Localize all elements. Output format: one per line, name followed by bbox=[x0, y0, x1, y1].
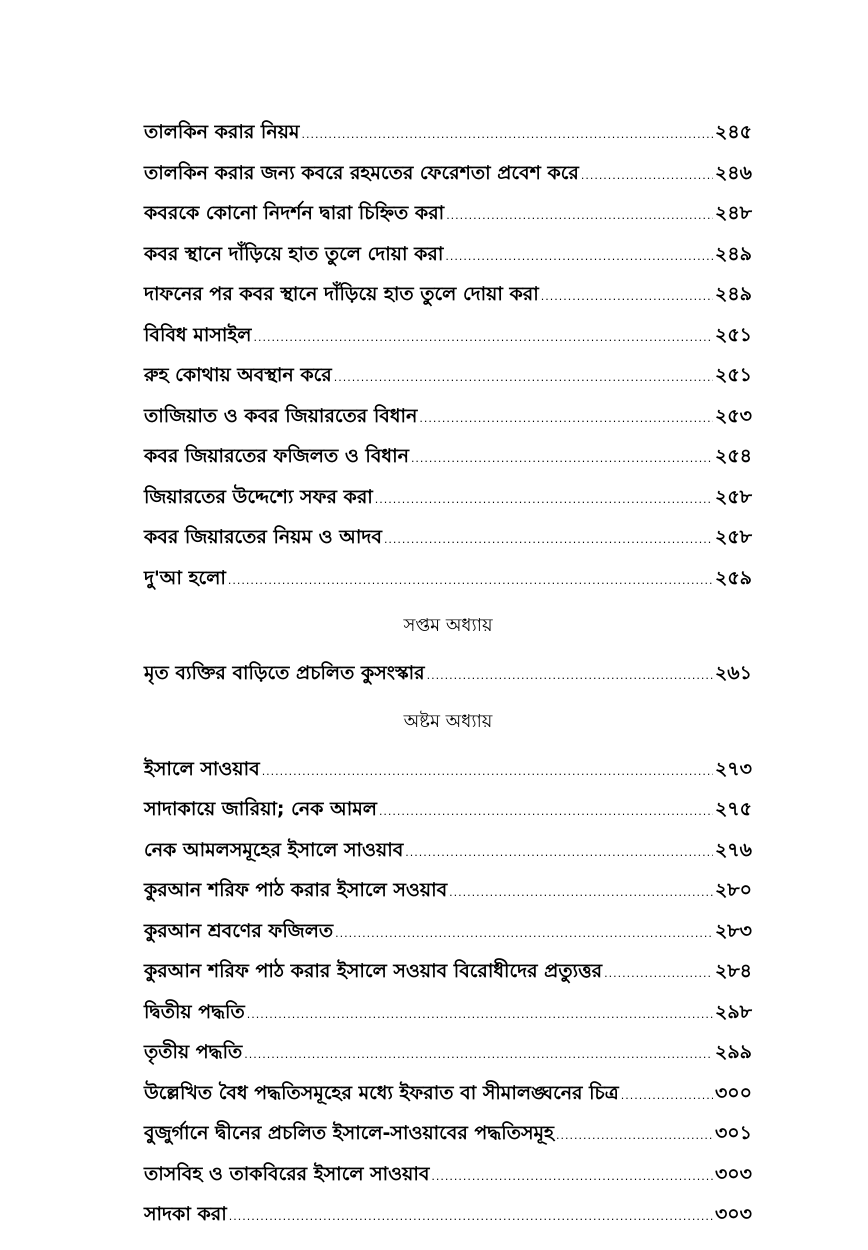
chapter-heading-7: সপ্তম অধ্যায় bbox=[403, 615, 493, 636]
toc-entry-page-number: ২৫১ bbox=[714, 364, 752, 386]
dot-leader bbox=[419, 399, 713, 440]
toc-section-b bbox=[144, 653, 752, 694]
toc-entry-page-number: ২৫১ bbox=[714, 323, 752, 346]
toc-entry-page-number: ২৭৩ bbox=[714, 757, 752, 780]
toc-entry-title: কুরআন শ্রবণের ফজিলত bbox=[144, 919, 334, 942]
toc-entry bbox=[144, 153, 752, 194]
dot-leader bbox=[228, 561, 713, 602]
toc-entry-title: রুহ কোথায় অবস্থান করে bbox=[144, 364, 332, 386]
toc-entry-page-number: ২৫৮ bbox=[714, 526, 752, 548]
dot-leader bbox=[247, 995, 713, 1036]
toc-entry-title: জিয়ারতের উদ্দেশ্যে সফর করা bbox=[144, 485, 373, 508]
toc-entry-page-number: ২৬১ bbox=[714, 662, 752, 684]
toc-entry-page-number: ২৪৮ bbox=[714, 202, 752, 224]
toc-entry-title: কুরআন শরিফ পাঠ করার ইসালে সওয়াব বিরোধীদের প্রত্যুত্তর bbox=[144, 960, 603, 982]
toc-entry-title: মৃত ব্যক্তির বাড়িতে প্রচলিত কুসংস্কার bbox=[144, 662, 425, 684]
toc-entry-title: তাজিয়াত ও কবর জিয়ারতের বিধান bbox=[144, 404, 418, 427]
toc-entry bbox=[144, 234, 752, 275]
dot-leader bbox=[621, 1076, 713, 1117]
toc-entry-title: সাদকা করা bbox=[144, 1203, 227, 1225]
dot-leader bbox=[301, 115, 713, 156]
toc-entry-title: ইসালে সাওয়াব bbox=[144, 757, 260, 780]
toc-entry-page-number: ২৫৯ bbox=[714, 566, 752, 589]
toc-entry-title: তাসবিহ ও তাকবিরের ইসালে সাওয়াব bbox=[144, 1162, 430, 1185]
dot-leader bbox=[335, 914, 713, 955]
toc-entry-page-number: ৩০৩ bbox=[714, 1203, 752, 1225]
toc-entry bbox=[144, 749, 752, 790]
dot-leader bbox=[244, 1035, 713, 1076]
toc-entry-title: কবর জিয়ারতের ফজিলত ও বিধান bbox=[144, 445, 409, 467]
toc-entry bbox=[144, 355, 752, 396]
toc-entry bbox=[144, 1154, 752, 1195]
toc-entry-page-number: ৩০১ bbox=[714, 1122, 752, 1144]
dot-leader bbox=[229, 1197, 713, 1238]
dot-leader bbox=[384, 520, 713, 561]
toc-entry-title: তালকিন করার নিয়ম bbox=[144, 121, 300, 143]
dot-leader bbox=[449, 873, 713, 914]
toc-entry bbox=[144, 1032, 752, 1073]
toc-entry bbox=[144, 477, 752, 518]
toc-entry bbox=[144, 274, 752, 315]
toc-entry-page-number: ২৭৬ bbox=[714, 838, 752, 861]
toc-entry-title: কবর স্থানে দাঁড়িয়ে হাত তুলে দোয়া করা bbox=[144, 242, 444, 265]
toc-entry-title: উল্লেখিত বৈধ পদ্ধতিসমূহের মধ্যে ইফরাত বা সীমালঙ্ঘনের চিত্র bbox=[144, 1081, 619, 1104]
toc-entry bbox=[144, 315, 752, 356]
toc-entry bbox=[144, 992, 752, 1033]
dot-leader bbox=[411, 439, 713, 480]
chapter-heading-8: অষ্টম অধ্যায় bbox=[403, 710, 493, 732]
toc-entry bbox=[144, 193, 752, 234]
toc-entry-page-number: ৩০০ bbox=[714, 1081, 752, 1104]
toc-entry-title: দ্বিতীয় পদ্ধতি bbox=[144, 1000, 245, 1023]
toc-entry-page-number: ২৫৮ bbox=[714, 485, 752, 508]
toc-entry bbox=[144, 870, 752, 911]
dot-leader bbox=[427, 656, 713, 697]
toc-entry bbox=[144, 1194, 752, 1235]
toc-section-a bbox=[144, 112, 752, 598]
toc-entry bbox=[144, 789, 752, 830]
toc-entry-page-number: ২৫৩ bbox=[714, 404, 752, 427]
dot-leader bbox=[541, 277, 713, 318]
toc-entry bbox=[144, 830, 752, 871]
dot-leader bbox=[604, 954, 713, 995]
dot-leader bbox=[253, 318, 713, 359]
toc-entry-page-number: ২৪৯ bbox=[714, 242, 752, 265]
toc-entry-title: দাফনের পর কবর স্থানে দাঁড়িয়ে হাত তুলে দোয়া করা bbox=[144, 283, 539, 305]
toc-entry bbox=[144, 951, 752, 992]
toc-entry-title: কুরআন শরিফ পাঠ করার ইসালে সওয়াব bbox=[144, 879, 448, 901]
toc-entry-page-number: ২৫৪ bbox=[714, 445, 752, 467]
toc-entry-title: বিবিধ মাসাইল bbox=[144, 323, 252, 346]
toc-entry-page-number: ২৪৬ bbox=[714, 161, 752, 184]
toc-entry-page-number: ২৮৪ bbox=[714, 960, 752, 982]
toc-section-c bbox=[144, 749, 752, 1235]
toc-entry-page-number: ২৮৩ bbox=[714, 919, 752, 942]
dot-leader bbox=[334, 358, 713, 399]
dot-leader bbox=[556, 1116, 713, 1157]
toc-entry bbox=[144, 112, 752, 153]
toc-entry bbox=[144, 911, 752, 952]
dot-leader bbox=[375, 480, 713, 521]
toc-entry-title: তালকিন করার জন্য কবরে রহমতের ফেরেশতা প্রবেশ করে bbox=[144, 161, 579, 184]
dot-leader bbox=[446, 196, 713, 237]
toc-entry bbox=[144, 1113, 752, 1154]
toc-entry-page-number: ২৯৮ bbox=[714, 1000, 752, 1023]
toc-entry bbox=[144, 396, 752, 437]
toc-entry-page-number: ২৪৫ bbox=[714, 121, 752, 143]
dot-leader bbox=[431, 1157, 713, 1198]
toc-entry-title: বুজুর্গানে দ্বীনের প্রচলিত ইসালে-সাওয়াবের পদ্ধতিসমূহ bbox=[144, 1122, 555, 1144]
toc-entry-page-number: ২৪৯ bbox=[714, 283, 752, 305]
toc-entry-title: কবর জিয়ারতের নিয়ম ও আদব bbox=[144, 526, 382, 548]
toc-entry-page-number: ৩০৩ bbox=[714, 1162, 752, 1185]
toc-entry-page-number: ২৯৯ bbox=[714, 1041, 752, 1063]
toc-entry bbox=[144, 1073, 752, 1114]
table-of-contents bbox=[144, 112, 752, 1235]
toc-entry bbox=[144, 436, 752, 477]
toc-entry bbox=[144, 558, 752, 599]
toc-entry bbox=[144, 517, 752, 558]
toc-entry bbox=[144, 653, 752, 694]
dot-leader bbox=[405, 833, 713, 874]
toc-entry-title: তৃতীয় পদ্ধতি bbox=[144, 1041, 243, 1063]
toc-entry-title: কবরকে কোনো নিদর্শন দ্বারা চিহ্নিত করা bbox=[144, 202, 445, 224]
toc-entry-page-number: ২৭৫ bbox=[714, 798, 752, 820]
toc-entry-title: নেক আমলসমূহের ইসালে সাওয়াব bbox=[144, 838, 404, 861]
dot-leader bbox=[262, 752, 713, 793]
dot-leader bbox=[581, 156, 713, 197]
toc-entry-title: দু'আ হলো bbox=[144, 566, 226, 589]
dot-leader bbox=[445, 237, 713, 278]
dot-leader bbox=[379, 792, 713, 833]
toc-entry-page-number: ২৮০ bbox=[714, 879, 752, 901]
toc-entry-title: সাদাকায়ে জারিয়া; নেক আমল bbox=[144, 798, 377, 820]
